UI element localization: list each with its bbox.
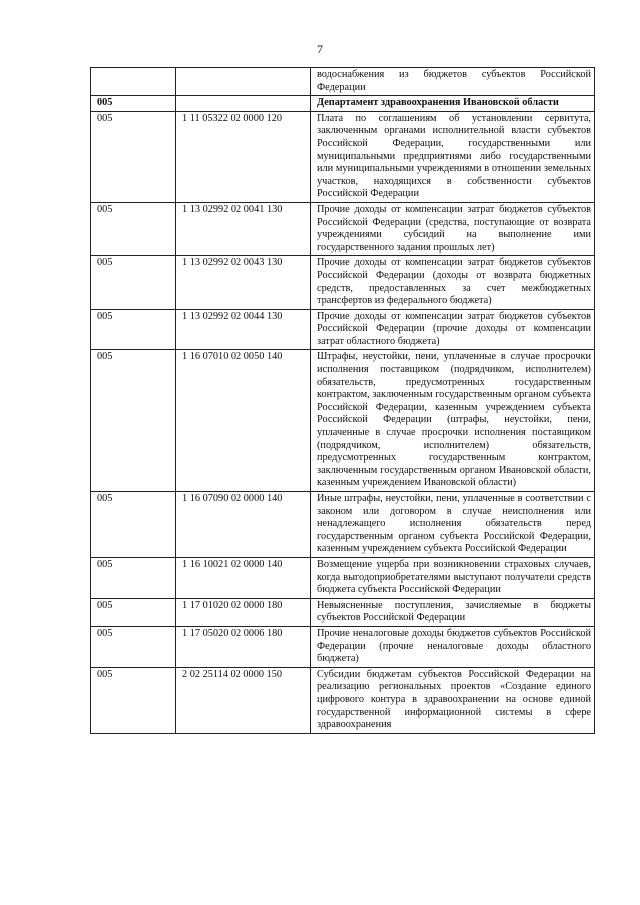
- table-body: [91, 68, 595, 734]
- description-cell: Прочие доходы от компенсации затрат бюджетов субъектов Российской Федерации (средства, поступающие от возврата учреждениями субсидий на выполнение ими государственного задания прошлых лет): [311, 202, 595, 255]
- department-row: [91, 96, 595, 112]
- admin-code-cell: 005: [91, 598, 176, 626]
- description-cell: Невыясненные поступления, зачисляемые в бюджеты субъектов Российской Федерации: [311, 598, 595, 626]
- budget-code-cell: 1 16 10021 02 0000 140: [176, 557, 311, 598]
- budget-code-cell: 1 17 01020 02 0000 180: [176, 598, 311, 626]
- admin-code-cell: 005: [91, 492, 176, 558]
- admin-code-cell: 005: [91, 111, 176, 202]
- admin-code-cell: 005: [91, 256, 176, 309]
- description-cell: Штрафы, неустойки, пени, уплаченные в случае просрочки исполнения поставщиком (подрядчиком, исполнителем) обязательств, предусмотренных государственным контрактом, заключенным государственным органом субъекта Российской Федерации, казенным учреждением субъекта Российской Федерации (штрафы, неустойки, пени, уплаченные в случае просрочки исполнения поставщиком (подрядчиком, исполнителем) обязательств, предусмотренных государственным контрактом, заключенным государственным органом Ивановской области, казенным учреждением Ивановской области): [311, 350, 595, 492]
- table-row: [91, 350, 595, 492]
- budget-code-cell: 1 13 02992 02 0043 130: [176, 256, 311, 309]
- admin-code-cell: 005: [91, 96, 176, 112]
- budget-code-cell: 1 16 07090 02 0000 140: [176, 492, 311, 558]
- admin-code-cell: 005: [91, 202, 176, 255]
- description-cell: водоснабжения из бюджетов субъектов Российской Федерации: [311, 68, 595, 96]
- table-row: [91, 667, 595, 733]
- admin-code-cell: [91, 68, 176, 96]
- table-row: [91, 557, 595, 598]
- budget-code-cell: 1 11 05322 02 0000 120: [176, 111, 311, 202]
- description-cell: Плата по соглашениям об установлении сервитута, заключенным органами исполнительной власти субъектов Российской Федерации, государственными или муниципальными предприятиями либо государственными или муниципальными учреждениями в отношении земельных участков, находящихся в собственности субъектов Российской Федерации: [311, 111, 595, 202]
- description-cell: Прочие доходы от компенсации затрат бюджетов субъектов Российской Федерации (доходы от возврата бюджетных средств, предоставленных за счет межбюджетных трансфертов из федерального бюджета): [311, 256, 595, 309]
- admin-code-cell: 005: [91, 350, 176, 492]
- revenue-codes-table: [90, 67, 595, 734]
- budget-code-cell: [176, 96, 311, 112]
- description-cell: Иные штрафы, неустойки, пени, уплаченные в соответствии с законом или договором в случае неисполнения или ненадлежащего исполнения обязательств перед государственным органом субъекта Российской Федерации, казенным учреждением субъекта Российской Федерации: [311, 492, 595, 558]
- table-row: [91, 309, 595, 350]
- description-cell: Субсидии бюджетам субъектов Российской Федерации на реализацию региональных проектов «Создание единого цифрового контура в здравоохранении на основе единой государственной информационной системы в сфере здравоохранения: [311, 667, 595, 733]
- table-row: [91, 256, 595, 309]
- budget-code-cell: 1 13 02992 02 0044 130: [176, 309, 311, 350]
- budget-code-cell: 1 17 05020 02 0006 180: [176, 626, 311, 667]
- budget-code-cell: 1 16 07010 02 0050 140: [176, 350, 311, 492]
- table-row: [91, 492, 595, 558]
- admin-code-cell: 005: [91, 557, 176, 598]
- admin-code-cell: 005: [91, 667, 176, 733]
- admin-code-cell: 005: [91, 309, 176, 350]
- admin-code-cell: 005: [91, 626, 176, 667]
- page-number: 7: [317, 42, 323, 56]
- description-cell: Прочие доходы от компенсации затрат бюджетов субъектов Российской Федерации (прочие доходы от компенсации затрат областного бюджета): [311, 309, 595, 350]
- table-row: [91, 598, 595, 626]
- budget-code-cell: [176, 68, 311, 96]
- table-row: [91, 111, 595, 202]
- table-row: [91, 68, 595, 96]
- description-cell: Возмещение ущерба при возникновении страховых случаев, когда выгодоприобретателями выступают получатели средств бюджета субъекта Российской Федерации: [311, 557, 595, 598]
- table-row: [91, 202, 595, 255]
- table-row: [91, 626, 595, 667]
- description-cell: Прочие неналоговые доходы бюджетов субъектов Российской Федерации (прочие неналоговые доходы областного бюджета): [311, 626, 595, 667]
- budget-code-cell: 2 02 25114 02 0000 150: [176, 667, 311, 733]
- budget-code-cell: 1 13 02992 02 0041 130: [176, 202, 311, 255]
- description-cell: Департамент здравоохранения Ивановской области: [311, 96, 595, 112]
